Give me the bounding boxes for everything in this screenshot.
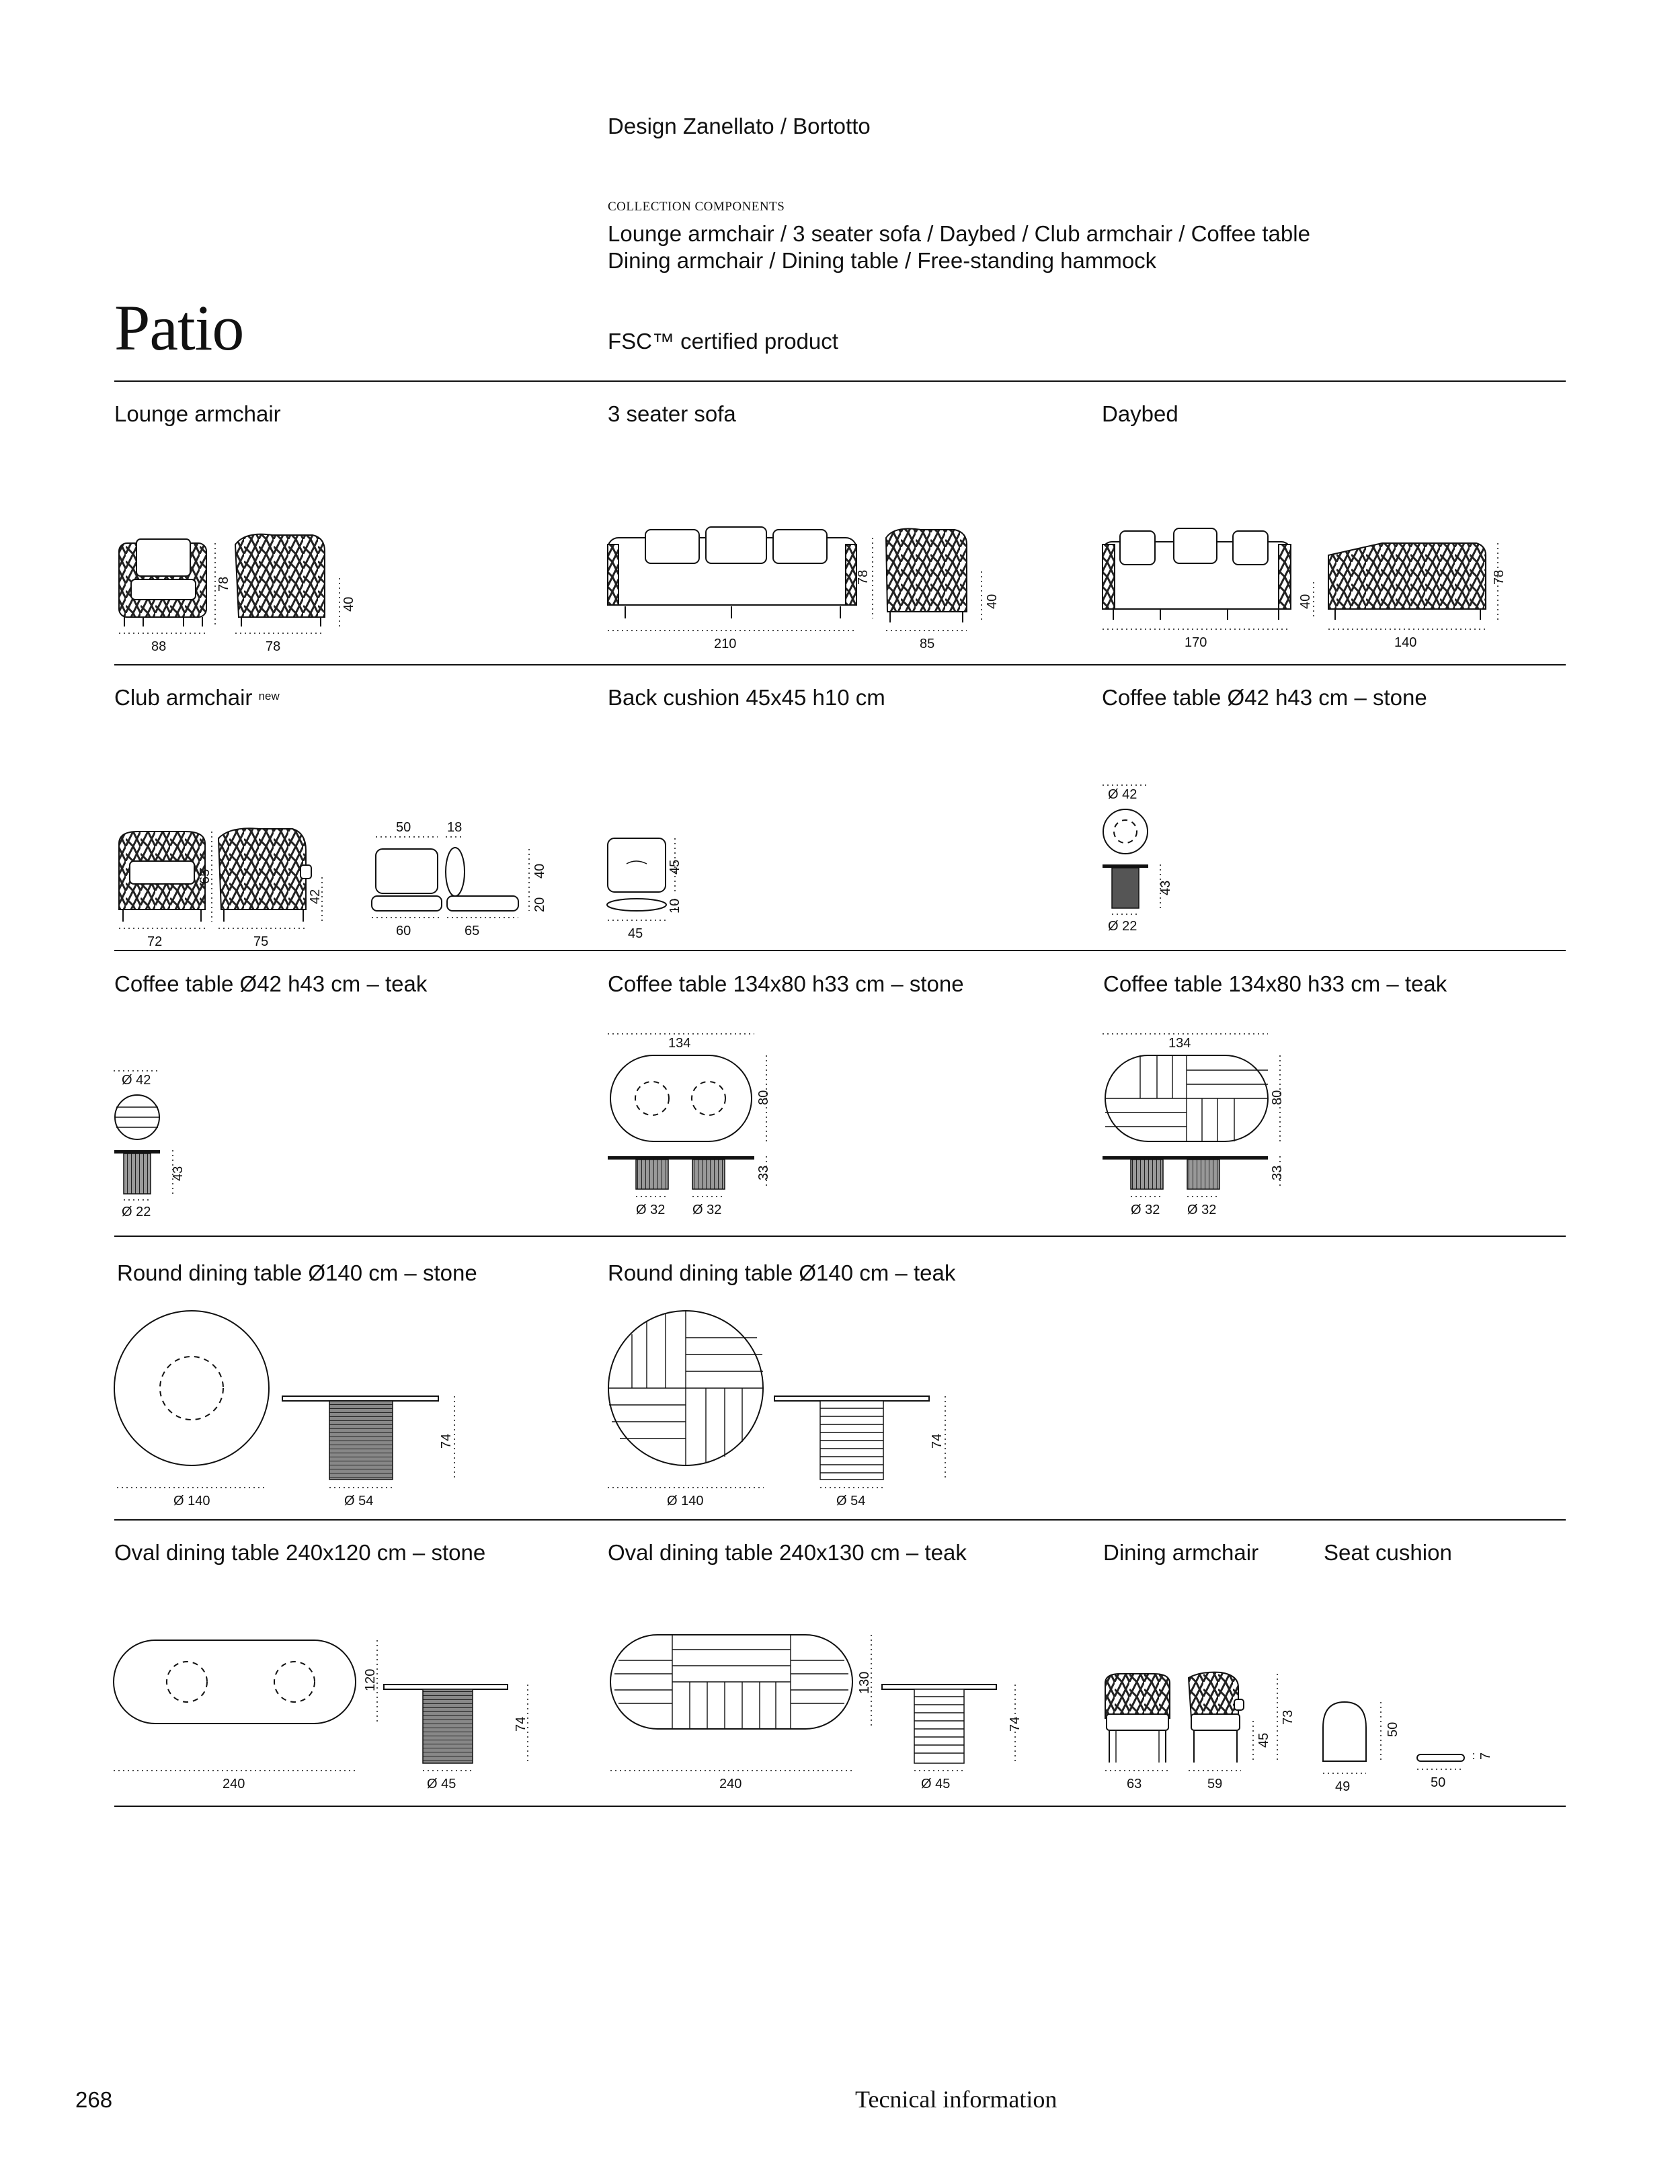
dim-text: 50 xyxy=(396,820,411,835)
dim-text: 59 xyxy=(1207,1777,1223,1791)
dim-text: 49 xyxy=(1335,1779,1351,1794)
label-oval-dining-teak: Oval dining table 240x130 cm – teak xyxy=(608,1540,967,1565)
dim-text: Ø 42 xyxy=(122,1073,151,1088)
coffee-stone-round-drawing xyxy=(1100,780,1201,941)
dim-text: 20 xyxy=(532,897,547,912)
dim-text: 50 xyxy=(1386,1722,1400,1737)
dim-text: 43 xyxy=(1158,880,1173,895)
label-club-armchair xyxy=(114,684,280,711)
dim-text: 134 xyxy=(668,1036,691,1051)
dim-text: 80 xyxy=(1270,1090,1285,1105)
dim-text: 170 xyxy=(1185,635,1207,650)
dim-text: 74 xyxy=(514,1716,528,1732)
dim-text: 78 xyxy=(216,576,231,592)
lounge-armchair-drawing xyxy=(111,524,356,654)
dim-text: 72 xyxy=(147,934,163,949)
dim-text: 43 xyxy=(171,1166,186,1181)
dim-text: 40 xyxy=(1298,594,1313,609)
label-coffee-table-stone-round: Coffee table Ø42 h43 cm – stone xyxy=(1102,685,1427,710)
dim-text: Ø 45 xyxy=(427,1777,456,1791)
oval-dining-stone-drawing xyxy=(111,1627,548,1795)
coffee-stone-oval-drawing xyxy=(605,1028,787,1230)
dim-text: 74 xyxy=(930,1433,945,1449)
label-dining-armchair: Dining armchair xyxy=(1103,1540,1259,1565)
dim-text: 45 xyxy=(628,926,643,941)
dim-text: 74 xyxy=(439,1433,454,1449)
dim-text: Ø 54 xyxy=(836,1494,866,1508)
dim-text: Ø 32 xyxy=(1187,1203,1217,1217)
dim-text: 74 xyxy=(1008,1716,1023,1732)
label-coffee-table-teak-round: Coffee table Ø42 h43 cm – teak xyxy=(114,971,428,996)
label-oval-dining-stone: Oval dining table 240x120 cm – stone xyxy=(114,1540,486,1565)
dim-text: 78 xyxy=(1492,569,1507,585)
page-title: Patio xyxy=(114,292,244,364)
dim-text: 63 xyxy=(1127,1777,1142,1791)
dim-text: Ø 54 xyxy=(344,1494,374,1508)
footer-section-title: Tecnical information xyxy=(855,2086,1057,2113)
certification: FSC™ certified product xyxy=(608,329,838,354)
dim-text: 210 xyxy=(714,637,737,651)
dim-text: 80 xyxy=(756,1090,771,1105)
dim-text: 65 xyxy=(465,924,480,938)
dim-text: 78 xyxy=(266,639,281,654)
dim-text: 40 xyxy=(985,594,1000,609)
dim-text: 73 xyxy=(1281,1709,1295,1725)
sofa-drawing xyxy=(605,518,1002,652)
coffee-teak-round-drawing xyxy=(111,1065,212,1227)
dim-text: 42 xyxy=(308,889,323,904)
dim-text: 45 xyxy=(1256,1732,1271,1748)
label-round-dining-stone: Round dining table Ø140 cm – stone xyxy=(117,1260,477,1285)
label-coffee-table-stone-oval: Coffee table 134x80 h33 cm – stone xyxy=(608,971,964,996)
label-back-cushion: Back cushion 45x45 h10 cm xyxy=(608,685,885,710)
dim-text: 45 xyxy=(668,859,682,875)
dim-text: Ø 140 xyxy=(173,1494,210,1508)
dim-text: 10 xyxy=(668,898,682,914)
page-number: 268 xyxy=(75,2087,113,2112)
dim-text: 50 xyxy=(1431,1775,1446,1790)
dim-text: 65 xyxy=(198,868,212,884)
dim-text: 78 xyxy=(856,569,871,585)
components-line-1: Lounge armchair / 3 seater sofa / Daybed / Club armchair / Coffee table xyxy=(608,221,1310,246)
dim-text: Ø 22 xyxy=(122,1205,151,1219)
dim-text: 60 xyxy=(396,924,411,938)
seat-cushion-drawing xyxy=(1318,1694,1506,1802)
back-cushion-drawing xyxy=(605,830,713,941)
label-coffee-table-teak-oval: Coffee table 134x80 h33 cm – teak xyxy=(1103,971,1447,996)
label-daybed: Daybed xyxy=(1102,401,1178,426)
components-line-2: Dining armchair / Dining table / Free-standing hammock xyxy=(608,248,1157,273)
dim-text: 33 xyxy=(756,1165,771,1180)
dining-armchair-drawing xyxy=(1100,1667,1315,1795)
dim-text: Ø 32 xyxy=(692,1203,722,1217)
divider xyxy=(114,664,1566,665)
label-seat-cushion: Seat cushion xyxy=(1324,1540,1452,1565)
dim-text: 134 xyxy=(1168,1036,1191,1051)
dim-text: 33 xyxy=(1270,1165,1285,1180)
label-lounge-armchair: Lounge armchair xyxy=(114,401,281,426)
round-dining-stone-drawing xyxy=(114,1307,477,1509)
club-armchair-drawing xyxy=(111,817,548,949)
label-3-seater-sofa: 3 seater sofa xyxy=(608,401,736,426)
daybed-drawing xyxy=(1100,518,1510,652)
divider xyxy=(114,380,1566,382)
divider xyxy=(114,1236,1566,1237)
dim-text: Ø 45 xyxy=(921,1777,951,1791)
round-dining-teak-drawing xyxy=(605,1307,968,1509)
dim-text: Ø 32 xyxy=(1131,1203,1160,1217)
dim-text: Ø 42 xyxy=(1108,787,1137,802)
dim-text: Ø 32 xyxy=(636,1203,666,1217)
dim-text: 75 xyxy=(253,934,269,949)
divider xyxy=(114,1806,1566,1807)
dim-text: 85 xyxy=(920,637,935,651)
dim-text: 88 xyxy=(151,639,167,654)
new-badge: new xyxy=(258,690,280,702)
dim-text: 140 xyxy=(1394,635,1417,650)
dim-text: 7 xyxy=(1478,1752,1493,1760)
designer-credit: Design Zanellato / Bortotto xyxy=(608,114,871,138)
divider xyxy=(114,950,1566,951)
dim-text: 130 xyxy=(857,1671,872,1694)
dim-text: 40 xyxy=(532,863,547,879)
dim-text: 40 xyxy=(342,596,356,612)
coffee-teak-oval-drawing xyxy=(1100,1028,1285,1230)
dim-text: 120 xyxy=(363,1668,378,1691)
label-round-dining-teak: Round dining table Ø140 cm – teak xyxy=(608,1260,956,1285)
dim-text: 240 xyxy=(719,1777,742,1791)
divider xyxy=(114,1519,1566,1521)
dim-text: 240 xyxy=(223,1777,245,1791)
oval-dining-teak-drawing xyxy=(605,1620,1042,1795)
club-armchair-text: Club armchair xyxy=(114,685,253,710)
dim-text: Ø 140 xyxy=(667,1494,704,1508)
components-heading: COLLECTION COMPONENTS xyxy=(608,200,785,214)
dim-text: Ø 22 xyxy=(1108,919,1137,934)
dim-text: 18 xyxy=(447,820,463,835)
